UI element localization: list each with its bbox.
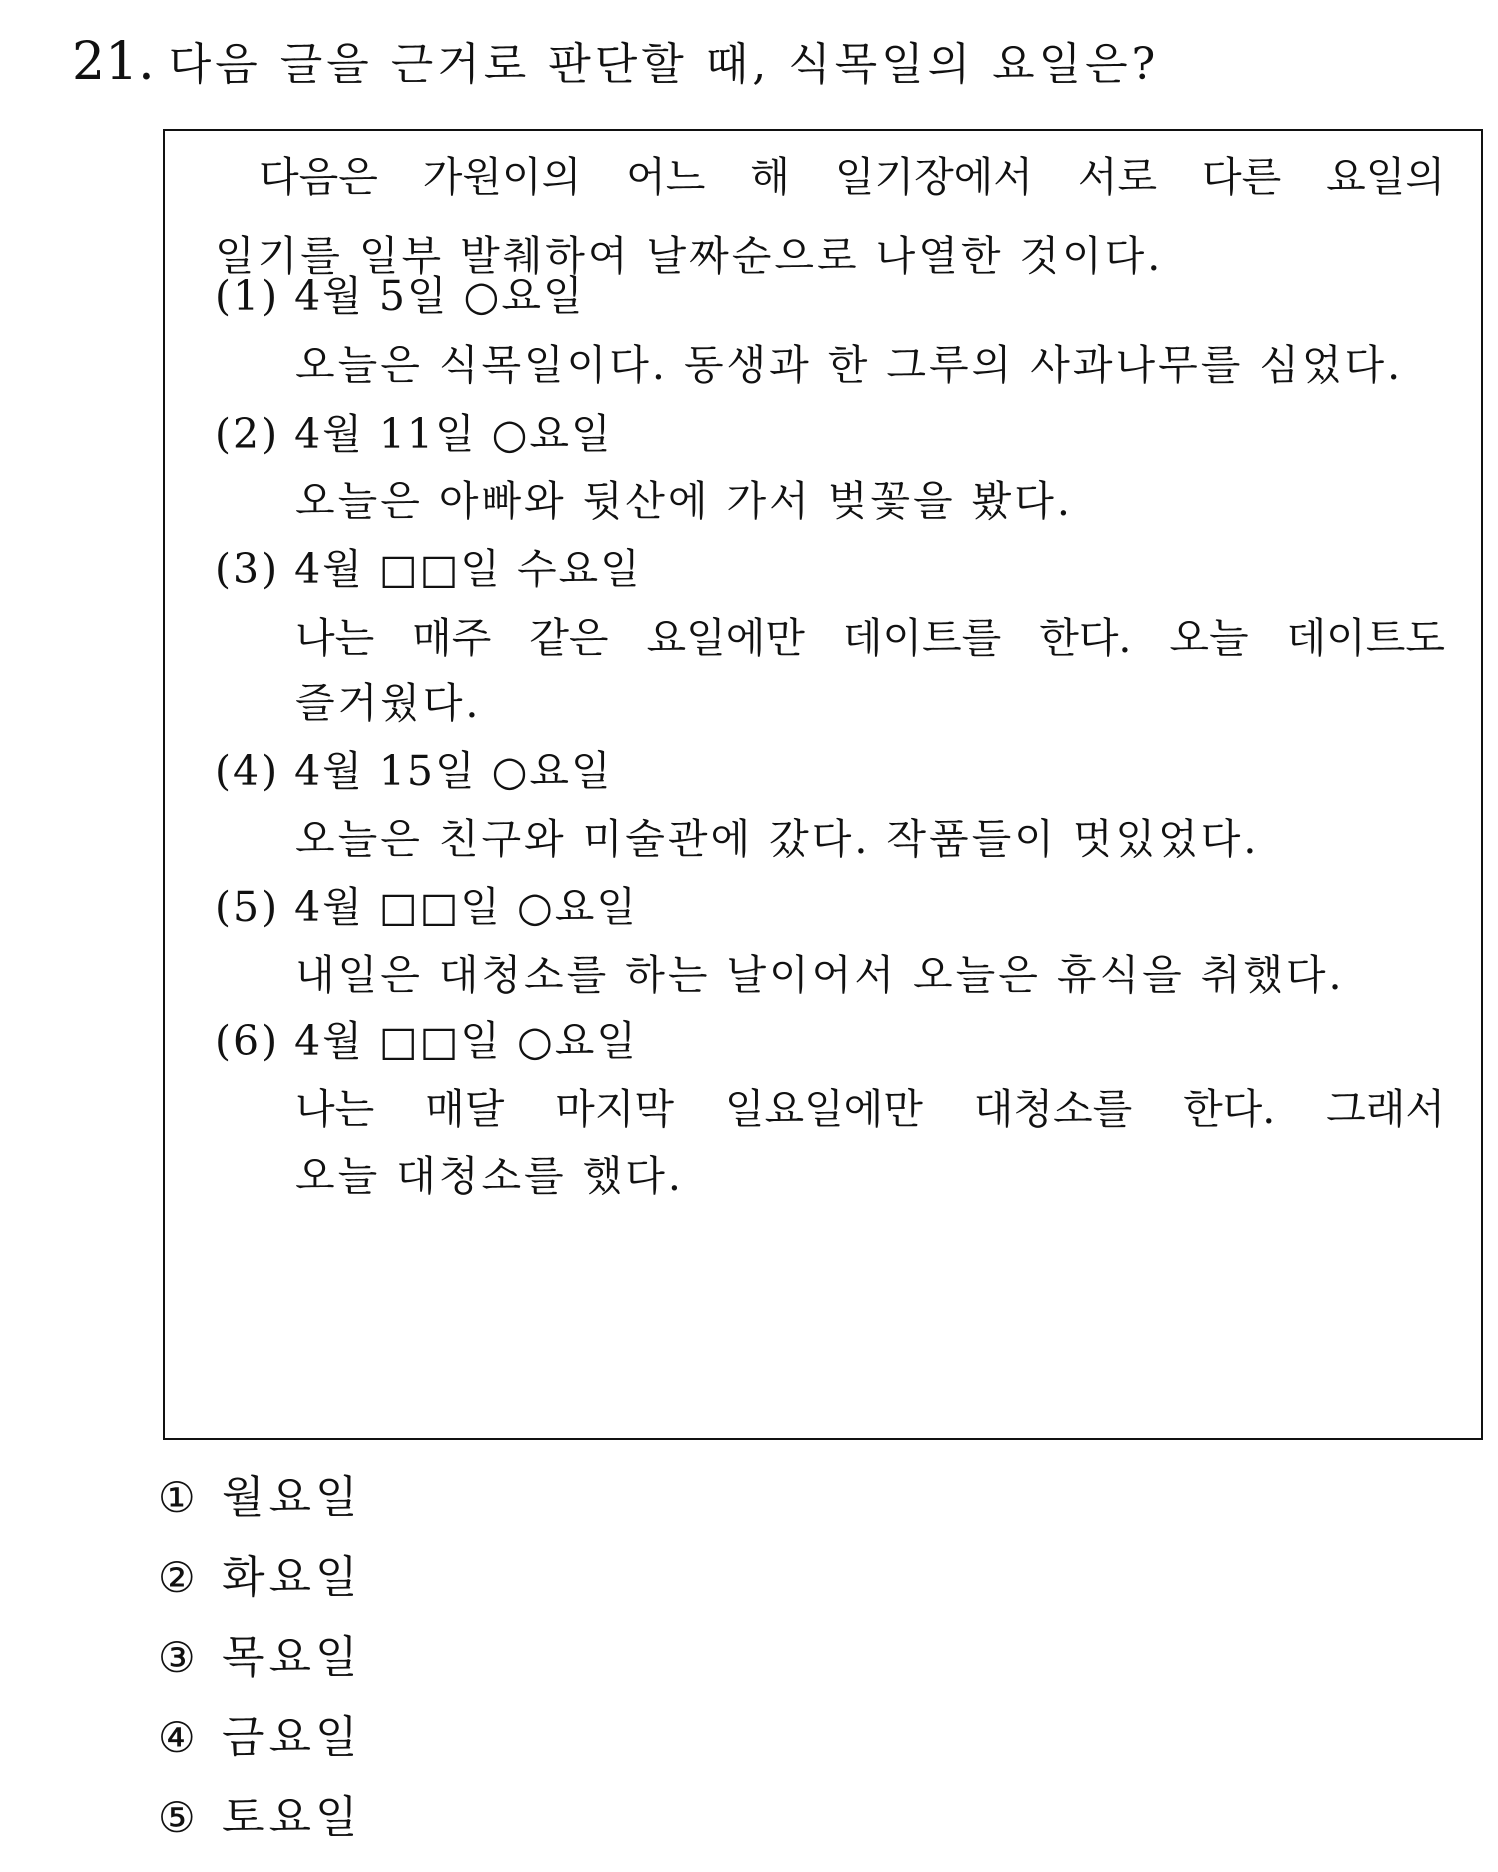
diary-entry-4-text: 오늘은 친구와 미술관에 갔다. 작품들이 멋있었다. xyxy=(295,815,1260,863)
answer-option-3[interactable] xyxy=(158,1632,362,1683)
question-text: 다음 글을 근거로 판단할 때, 식목일의 요일은? xyxy=(168,39,1160,90)
option-5-label: 토요일 xyxy=(222,1792,362,1843)
option-4-mark: ④ xyxy=(158,1713,196,1762)
answer-option-1[interactable] xyxy=(158,1472,362,1523)
diary-entry-5-text: 내일은 대청소를 하는 날이어서 오늘은 휴식을 취했다. xyxy=(295,951,1345,999)
diary-entry-6-text-line-2: 오늘 대청소를 했다. xyxy=(295,1152,684,1200)
diary-entry-3-text-line-2: 즐거웠다. xyxy=(295,679,482,727)
option-3-mark: ③ xyxy=(158,1633,196,1682)
answer-option-2[interactable] xyxy=(158,1552,362,1603)
diary-entry-6-heading: (6) 4월 □□일 ○요일 xyxy=(215,1017,638,1065)
option-4-label: 금요일 xyxy=(222,1712,362,1763)
passage-box xyxy=(163,129,1483,1440)
passage-intro-line-2: 일기를 일부 발췌하여 날짜순으로 나열한 것이다. xyxy=(215,232,1164,280)
diary-entry-5-heading: (5) 4월 □□일 ○요일 xyxy=(215,883,638,931)
option-2-mark: ② xyxy=(158,1553,196,1602)
diary-entry-4-heading: (4) 4월 15일 ○요일 xyxy=(215,747,613,795)
diary-entry-1-text: 오늘은 식목일이다. 동생과 한 그루의 사과나무를 심었다. xyxy=(295,341,1404,389)
question-number: 21. xyxy=(72,32,155,92)
option-2-label: 화요일 xyxy=(222,1552,362,1603)
diary-entry-1-heading: (1) 4월 5일 ○요일 xyxy=(215,272,585,320)
diary-entry-6-text-line-1: 나는 매달 마지막 일요일에만 대청소를 한다. 그래서 xyxy=(295,1085,1445,1133)
option-1-mark: ① xyxy=(158,1473,196,1522)
diary-entry-2-text: 오늘은 아빠와 뒷산에 가서 벚꽃을 봤다. xyxy=(295,477,1073,525)
diary-entry-3-heading: (3) 4월 □□일 수요일 xyxy=(215,545,642,593)
option-3-label: 목요일 xyxy=(222,1632,362,1683)
option-5-mark: ⑤ xyxy=(158,1793,196,1842)
answer-option-5[interactable] xyxy=(158,1792,362,1843)
diary-entry-3-text-line-1: 나는 매주 같은 요일에만 데이트를 한다. 오늘 데이트도 xyxy=(295,614,1445,662)
question-header xyxy=(72,32,1160,92)
diary-entry-2-heading: (2) 4월 11일 ○요일 xyxy=(215,410,613,458)
option-1-label: 월요일 xyxy=(222,1472,362,1523)
passage-intro-line-1: 다음은 가원이의 어느 해 일기장에서 서로 다른 요일의 xyxy=(259,153,1445,201)
answer-option-4[interactable] xyxy=(158,1712,362,1763)
